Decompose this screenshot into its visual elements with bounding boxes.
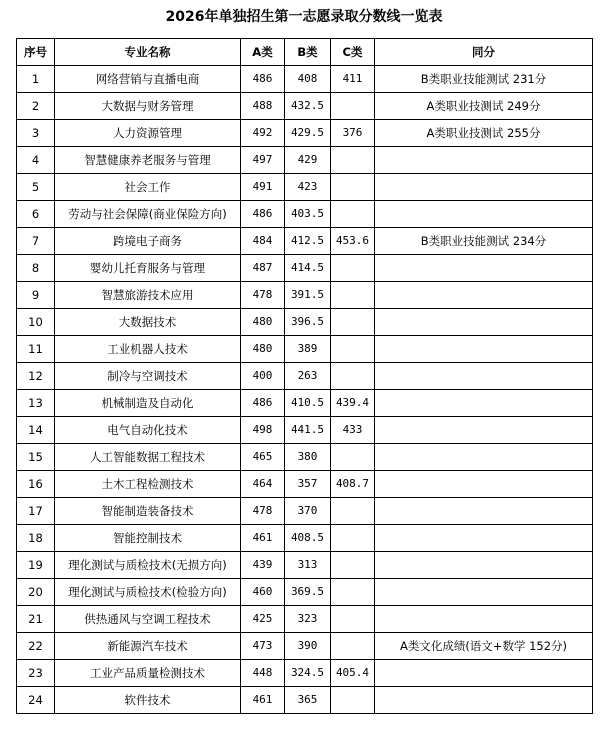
cell-score-a: 480 (241, 309, 285, 336)
cell-major-name: 人力资源管理 (55, 120, 241, 147)
cell-score-a: 461 (241, 687, 285, 714)
cell-score-a: 497 (241, 147, 285, 174)
cell-id: 12 (17, 363, 55, 390)
cell-id: 20 (17, 579, 55, 606)
cell-tie-note: B类职业技能测试 234分 (375, 228, 593, 255)
cell-score-b: 396.5 (285, 309, 331, 336)
cell-score-c: 433 (331, 417, 375, 444)
cell-score-a: 464 (241, 471, 285, 498)
cell-id: 16 (17, 471, 55, 498)
cell-major-name: 新能源汽车技术 (55, 633, 241, 660)
table-row (17, 606, 593, 633)
cell-id: 23 (17, 660, 55, 687)
cell-score-a: 460 (241, 579, 285, 606)
cell-score-b: 410.5 (285, 390, 331, 417)
cell-major-name: 人工智能数据工程技术 (55, 444, 241, 471)
table-row (17, 201, 593, 228)
cell-id: 1 (17, 66, 55, 93)
table-row (17, 633, 593, 660)
cell-id: 7 (17, 228, 55, 255)
cell-score-b: 408 (285, 66, 331, 93)
cell-major-name: 跨境电子商务 (55, 228, 241, 255)
cell-tie-note (375, 498, 593, 525)
cell-score-a: 465 (241, 444, 285, 471)
table-row (17, 66, 593, 93)
cell-score-b: 412.5 (285, 228, 331, 255)
table-row (17, 174, 593, 201)
cell-score-a: 486 (241, 66, 285, 93)
cell-score-b: 370 (285, 498, 331, 525)
cell-major-name: 智慧旅游技术应用 (55, 282, 241, 309)
cell-score-a: 461 (241, 525, 285, 552)
cell-tie-note (375, 363, 593, 390)
cell-id: 10 (17, 309, 55, 336)
cell-tie-note (375, 336, 593, 363)
table-row (17, 309, 593, 336)
cell-major-name: 大数据技术 (55, 309, 241, 336)
cell-score-b: 357 (285, 471, 331, 498)
table-row (17, 147, 593, 174)
cell-score-b: 323 (285, 606, 331, 633)
cell-score-c (331, 174, 375, 201)
cell-tie-note: A类职业技测试 249分 (375, 93, 593, 120)
cell-major-name: 婴幼儿托育服务与管理 (55, 255, 241, 282)
cell-score-b: 429.5 (285, 120, 331, 147)
cell-score-a: 488 (241, 93, 285, 120)
table-row (17, 255, 593, 282)
cell-score-a: 491 (241, 174, 285, 201)
cell-score-b: 369.5 (285, 579, 331, 606)
cell-score-c (331, 552, 375, 579)
cell-tie-note (375, 255, 593, 282)
table-row (17, 552, 593, 579)
cell-id: 21 (17, 606, 55, 633)
table-row (17, 336, 593, 363)
table-row (17, 93, 593, 120)
cell-tie-note (375, 660, 593, 687)
cell-score-c (331, 309, 375, 336)
cell-tie-note: B类职业技能测试 231分 (375, 66, 593, 93)
cell-tie-note (375, 201, 593, 228)
cell-id: 13 (17, 390, 55, 417)
cell-major-name: 网络营销与直播电商 (55, 66, 241, 93)
cell-score-a: 492 (241, 120, 285, 147)
table-row (17, 525, 593, 552)
cell-score-c: 453.6 (331, 228, 375, 255)
cell-major-name: 智慧健康养老服务与管理 (55, 147, 241, 174)
cell-score-c (331, 606, 375, 633)
cell-major-name: 理化测试与质检技术(检验方向) (55, 579, 241, 606)
table-header-row (17, 39, 593, 66)
header-c: C类 (331, 39, 375, 66)
cell-score-a: 478 (241, 282, 285, 309)
cell-score-b: 263 (285, 363, 331, 390)
cell-major-name: 工业机器人技术 (55, 336, 241, 363)
header-b: B类 (285, 39, 331, 66)
cell-score-c (331, 255, 375, 282)
cell-score-c: 411 (331, 66, 375, 93)
cell-score-a: 425 (241, 606, 285, 633)
cell-major-name: 电气自动化技术 (55, 417, 241, 444)
cell-score-c (331, 633, 375, 660)
cell-major-name: 供热通风与空调工程技术 (55, 606, 241, 633)
cell-score-b: 313 (285, 552, 331, 579)
table-row (17, 660, 593, 687)
cell-id: 19 (17, 552, 55, 579)
table-row (17, 228, 593, 255)
cell-score-c (331, 363, 375, 390)
cell-score-c (331, 579, 375, 606)
admission-score-table (16, 38, 593, 714)
cell-tie-note (375, 174, 593, 201)
cell-score-a: 498 (241, 417, 285, 444)
cell-tie-note (375, 687, 593, 714)
cell-tie-note (375, 552, 593, 579)
table-row (17, 498, 593, 525)
cell-id: 17 (17, 498, 55, 525)
cell-id: 9 (17, 282, 55, 309)
table-row (17, 363, 593, 390)
cell-major-name: 社会工作 (55, 174, 241, 201)
cell-score-a: 448 (241, 660, 285, 687)
cell-tie-note (375, 471, 593, 498)
cell-tie-note (375, 417, 593, 444)
cell-score-b: 324.5 (285, 660, 331, 687)
cell-score-a: 400 (241, 363, 285, 390)
cell-major-name: 劳动与社会保障(商业保险方向) (55, 201, 241, 228)
cell-id: 4 (17, 147, 55, 174)
cell-id: 8 (17, 255, 55, 282)
cell-major-name: 软件技术 (55, 687, 241, 714)
cell-id: 14 (17, 417, 55, 444)
cell-major-name: 工业产品质量检测技术 (55, 660, 241, 687)
header-a: A类 (241, 39, 285, 66)
cell-tie-note (375, 147, 593, 174)
cell-score-c (331, 93, 375, 120)
cell-score-c (331, 336, 375, 363)
cell-major-name: 理化测试与质检技术(无损方向) (55, 552, 241, 579)
cell-score-a: 473 (241, 633, 285, 660)
cell-score-b: 390 (285, 633, 331, 660)
cell-id: 2 (17, 93, 55, 120)
header-major: 专业名称 (55, 39, 241, 66)
cell-id: 11 (17, 336, 55, 363)
cell-tie-note (375, 525, 593, 552)
cell-score-c (331, 147, 375, 174)
cell-tie-note (375, 579, 593, 606)
cell-major-name: 智能控制技术 (55, 525, 241, 552)
cell-major-name: 机械制造及自动化 (55, 390, 241, 417)
cell-score-c (331, 282, 375, 309)
cell-major-name: 大数据与财务管理 (55, 93, 241, 120)
cell-score-a: 439 (241, 552, 285, 579)
table-row (17, 120, 593, 147)
cell-score-c: 376 (331, 120, 375, 147)
cell-score-c (331, 444, 375, 471)
cell-tie-note (375, 444, 593, 471)
cell-score-a: 486 (241, 201, 285, 228)
cell-score-b: 441.5 (285, 417, 331, 444)
cell-score-c: 439.4 (331, 390, 375, 417)
cell-score-c (331, 525, 375, 552)
cell-id: 5 (17, 174, 55, 201)
cell-score-b: 365 (285, 687, 331, 714)
cell-id: 15 (17, 444, 55, 471)
cell-major-name: 制冷与空调技术 (55, 363, 241, 390)
cell-score-b: 403.5 (285, 201, 331, 228)
cell-tie-note (375, 390, 593, 417)
table-row (17, 417, 593, 444)
cell-score-a: 487 (241, 255, 285, 282)
cell-score-b: 380 (285, 444, 331, 471)
cell-tie-note (375, 606, 593, 633)
cell-score-c (331, 687, 375, 714)
page-title: 2026年单独招生第一志愿录取分数线一览表 (165, 9, 443, 25)
cell-tie-note (375, 309, 593, 336)
cell-score-c: 405.4 (331, 660, 375, 687)
cell-major-name: 智能制造装备技术 (55, 498, 241, 525)
cell-score-b: 408.5 (285, 525, 331, 552)
cell-score-b: 432.5 (285, 93, 331, 120)
cell-score-a: 480 (241, 336, 285, 363)
cell-id: 18 (17, 525, 55, 552)
cell-score-c (331, 201, 375, 228)
cell-score-a: 486 (241, 390, 285, 417)
cell-score-b: 389 (285, 336, 331, 363)
cell-tie-note: A类职业技测试 255分 (375, 120, 593, 147)
cell-id: 3 (17, 120, 55, 147)
cell-tie-note (375, 282, 593, 309)
cell-major-name: 土木工程检测技术 (55, 471, 241, 498)
cell-score-c (331, 498, 375, 525)
cell-id: 22 (17, 633, 55, 660)
cell-score-a: 484 (241, 228, 285, 255)
cell-id: 6 (17, 201, 55, 228)
cell-score-b: 414.5 (285, 255, 331, 282)
cell-tie-note: A类文化成绩(语文+数学 152分) (375, 633, 593, 660)
header-tie: 同分 (375, 39, 593, 66)
table-row (17, 687, 593, 714)
cell-id: 24 (17, 687, 55, 714)
table-row (17, 390, 593, 417)
table-row (17, 579, 593, 606)
cell-score-b: 391.5 (285, 282, 331, 309)
table-row (17, 471, 593, 498)
table-row (17, 282, 593, 309)
header-id: 序号 (17, 39, 55, 66)
cell-score-b: 423 (285, 174, 331, 201)
cell-score-c: 408.7 (331, 471, 375, 498)
cell-score-a: 478 (241, 498, 285, 525)
table-row (17, 444, 593, 471)
cell-score-b: 429 (285, 147, 331, 174)
